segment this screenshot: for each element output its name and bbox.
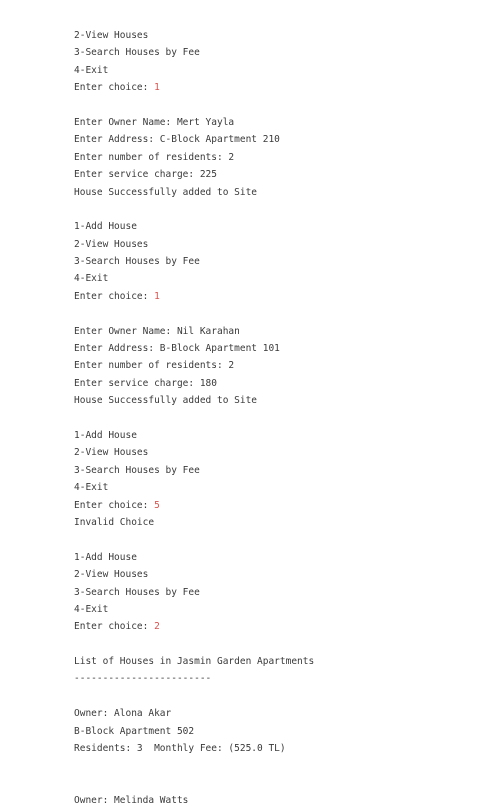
- console-line: 3-Search Houses by Fee: [74, 464, 200, 476]
- console-line: 2-View Houses: [74, 447, 149, 459]
- console-line: 4-Exit: [74, 64, 109, 76]
- console-line: Enter number of residents: 2: [74, 151, 235, 163]
- prompt-text: Enter choice:: [74, 621, 155, 633]
- console-line: List of Houses in Jasmin Garden Apartments: [74, 656, 315, 668]
- console-line: Enter Owner Name: Nil Karahan: [74, 325, 240, 337]
- blank-line: [74, 97, 484, 114]
- blank-line: [74, 201, 484, 218]
- console-line: 4-Exit: [74, 273, 109, 285]
- console-line: 2-View Houses: [74, 30, 149, 41]
- console-line: Enter Address: B-Block Apartment 101: [74, 343, 280, 355]
- console-line: Owner: Alona Akar: [74, 708, 172, 720]
- console-line: Invalid Choice: [74, 516, 155, 528]
- prompt-text: Enter choice:: [74, 499, 155, 511]
- choice-prompt-line: [74, 79, 484, 96]
- user-input-value: 5: [154, 499, 160, 511]
- prompt-text: Enter choice:: [74, 290, 155, 302]
- blank-line: [74, 531, 484, 548]
- user-input-value: 1: [154, 82, 160, 94]
- console-line: House Successfully added to Site: [74, 186, 258, 198]
- console-line: House Successfully added to Site: [74, 395, 258, 407]
- console-line: 4-Exit: [74, 482, 109, 494]
- blank-line: [74, 757, 484, 792]
- console-line: Residents: 3 Monthly Fee: (525.0 TL): [74, 743, 286, 755]
- blank-line: [74, 688, 484, 705]
- blank-line: [74, 410, 484, 427]
- console-line: 3-Search Houses by Fee: [74, 256, 200, 268]
- blank-line: [74, 636, 484, 653]
- console-line: 1-Add House: [74, 551, 137, 563]
- console-line: Enter number of residents: 2: [74, 360, 235, 372]
- choice-prompt-line: [74, 618, 484, 635]
- choice-prompt-line: [74, 497, 484, 514]
- console-line: 1-Add House: [74, 221, 137, 233]
- console-line: Owner: Melinda Watts: [74, 795, 189, 807]
- console-line: 3-Search Houses by Fee: [74, 47, 200, 59]
- console-line: 3-Search Houses by Fee: [74, 586, 200, 598]
- blank-line: [74, 305, 484, 322]
- prompt-text: Enter choice:: [74, 82, 155, 94]
- user-input-value: 2: [154, 621, 160, 633]
- console-line: 2-View Houses: [74, 238, 149, 250]
- user-input-value: 1: [154, 290, 160, 302]
- choice-prompt-line: [74, 288, 484, 305]
- console-line: 2-View Houses: [74, 569, 149, 581]
- console-line: 4-Exit: [74, 603, 109, 615]
- console-line: Enter Owner Name: Mert Yayla: [74, 116, 235, 128]
- console-line: ------------------------: [74, 673, 212, 685]
- console-line: B-Block Apartment 502: [74, 725, 195, 737]
- console-line: Enter service charge: 180: [74, 377, 217, 389]
- console-output: [74, 27, 484, 810]
- console-line: Enter Address: C-Block Apartment 210: [74, 134, 280, 146]
- console-line: 1-Add House: [74, 429, 137, 441]
- console-line: Enter service charge: 225: [74, 169, 217, 181]
